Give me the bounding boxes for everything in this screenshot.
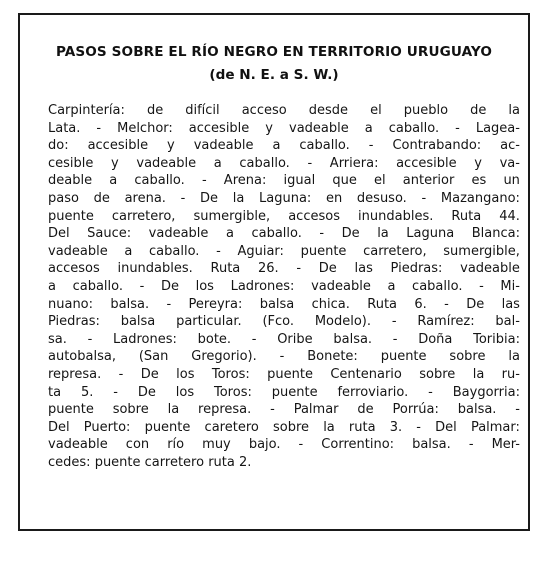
body-word: Arena: — [223, 173, 267, 189]
body-word: caballo. — [72, 278, 124, 294]
body-word: Carpintería: — [48, 103, 125, 118]
body-word: pueblo — [403, 103, 449, 118]
body-word: - — [421, 190, 427, 206]
body-word: acceso — [241, 103, 287, 118]
body-word: los — [195, 278, 214, 294]
body-word: sobre — [419, 366, 456, 382]
body-word: ru- — [501, 366, 520, 382]
body-word: vadeable — [148, 226, 209, 242]
body-word: Toros: — [211, 366, 250, 382]
body-word: Palmar — [293, 402, 339, 418]
body-line — [48, 208, 520, 226]
body-word: caballo. — [239, 155, 290, 171]
body-word: la — [508, 103, 520, 118]
body-word: De — [341, 226, 360, 242]
boxed-article — [18, 13, 530, 531]
body-word: accesos — [288, 208, 340, 224]
body-word: - — [298, 437, 304, 453]
body-word: De — [466, 296, 485, 312]
body-word: - — [391, 314, 397, 330]
body-word: la — [508, 349, 520, 365]
body-word: inundables. — [358, 208, 434, 224]
body-word: bal- — [495, 314, 520, 330]
body-word: - — [139, 278, 145, 294]
body-word: que — [332, 173, 357, 189]
body-word: cesible — [48, 155, 94, 171]
body-word: ruta — [348, 419, 376, 435]
body-word: sumergible, — [193, 208, 271, 224]
body-word: accesible — [396, 155, 457, 171]
body-word: - — [319, 226, 325, 242]
body-word: Mi- — [500, 278, 520, 294]
body-word: vadeable — [48, 243, 108, 259]
body-word: - — [416, 419, 421, 435]
body-word: va- — [499, 155, 520, 171]
body-word: vadeable — [48, 437, 108, 453]
body-word: - — [270, 402, 275, 418]
body-word: Ruta — [210, 261, 241, 277]
body-word: de — [93, 190, 110, 206]
body-word: Toribia: — [473, 331, 520, 347]
body-word: - — [251, 331, 257, 347]
body-word: desde — [308, 103, 349, 118]
body-word: carretero, — [363, 243, 427, 259]
body-line — [48, 366, 520, 384]
body-line — [48, 243, 520, 261]
body-word: los — [175, 384, 195, 400]
body-word: de — [146, 103, 164, 118]
body-word: Aguiar: — [237, 243, 284, 259]
body-word: Mer- — [491, 437, 520, 453]
body-word: Bonete: — [307, 349, 358, 365]
body-word: sumergible, — [443, 243, 520, 259]
body-word: particular. — [176, 314, 242, 330]
body-line — [48, 331, 520, 349]
body-word: deable — [48, 173, 93, 189]
body-word: vadeable — [193, 138, 254, 154]
body-word: Oribe — [277, 331, 313, 347]
body-word: a — [225, 226, 234, 242]
body-word: Modelo). — [314, 314, 372, 330]
body-word: Baygorria: — [452, 384, 520, 400]
body-word: balsa. — [412, 437, 451, 453]
body-word: Correntino: — [321, 437, 395, 453]
body-line — [48, 190, 520, 208]
body-word: De — [318, 261, 337, 277]
body-word: río — [167, 437, 185, 453]
body-word: caballo. — [299, 138, 350, 154]
body-word: bote. — [197, 331, 232, 347]
body-word: puente — [144, 419, 191, 435]
body-word: Contrabando: — [392, 138, 482, 154]
body-word: un — [503, 173, 520, 189]
body-word: Ruta — [451, 208, 482, 224]
body-word: en — [325, 190, 343, 206]
body-word: balsa — [120, 314, 156, 330]
body-word: puente — [300, 243, 347, 259]
body-word: 6. — [414, 296, 427, 312]
body-word: puente — [48, 208, 94, 224]
body-word: 26. — [257, 261, 279, 277]
body-word: muy — [202, 437, 231, 453]
body-word: Porrúa: — [392, 402, 439, 418]
body-word: inundables. — [117, 261, 193, 277]
body-word: balsa. — [110, 296, 150, 312]
body-word: Sauce: — [87, 226, 132, 242]
body-word: vadeable — [311, 278, 371, 294]
body-line — [48, 313, 520, 331]
body-word: las — [501, 296, 520, 312]
body-word: vadeable — [136, 155, 197, 171]
body-word: Laguna — [406, 226, 455, 242]
body-word: - — [428, 384, 433, 400]
body-word: Del — [48, 419, 70, 435]
body-word: y — [265, 120, 273, 136]
body-word: - — [96, 120, 102, 136]
body-word: bajo. — [248, 437, 281, 453]
body-word: Toros: — [214, 384, 252, 400]
body-word: vadeable — [289, 120, 349, 136]
body-word: es — [471, 173, 487, 189]
body-word: a — [272, 138, 281, 154]
body-word: (San — [138, 349, 169, 365]
body-word: caballo. — [388, 120, 440, 136]
body-word: de — [470, 103, 487, 118]
body-word: carretero, — [111, 208, 176, 224]
body-line — [48, 278, 520, 296]
body-word: a — [213, 155, 222, 171]
body-word: 2. — [238, 454, 252, 470]
body-line — [48, 348, 520, 366]
body-line — [48, 454, 520, 472]
body-word: Mazangano: — [440, 190, 520, 206]
body-word: balsa. — [457, 402, 497, 418]
body-word: Melchor: — [117, 120, 173, 136]
body-word: Piedras: — [48, 314, 100, 330]
body-word: puente — [267, 366, 313, 382]
body-word: - — [118, 366, 124, 382]
body-word: 3. — [389, 419, 403, 435]
body-word: Piedras: — [390, 261, 443, 277]
body-word: balsa — [259, 296, 295, 312]
body-word: autobalsa, — [48, 349, 116, 365]
body-word: De — [200, 190, 219, 206]
body-word: - — [180, 190, 186, 206]
body-word: - — [279, 349, 285, 365]
body-word: sobre — [272, 419, 310, 435]
body-word: carretero — [144, 454, 209, 470]
body-word: Ladrones: — [113, 331, 177, 347]
body-word: caretero — [204, 419, 259, 435]
body-word: (Fco. — [262, 314, 294, 330]
body-word: la — [232, 190, 245, 206]
body-word: 44. — [499, 208, 520, 224]
body-line — [48, 401, 520, 419]
body-word: - — [307, 155, 313, 171]
body-word: a — [124, 243, 133, 259]
body-word: a — [387, 278, 396, 294]
body-word: Pereyra: — [188, 296, 243, 312]
body-word: sobre — [112, 402, 149, 418]
body-word: ferroviario. — [337, 384, 409, 400]
body-word: Ramírez: — [417, 314, 475, 330]
body-word: puente — [271, 384, 318, 400]
article-subtitle: (de N. E. a S. W.) — [209, 67, 339, 83]
body-word: con — [125, 437, 150, 453]
body-word: sa. — [48, 331, 67, 347]
body-line — [48, 172, 520, 190]
body-word: Laguna: — [259, 190, 312, 206]
body-word: Doña — [418, 331, 453, 347]
body-word: balsa. — [333, 331, 373, 347]
body-word: sobre — [449, 349, 486, 365]
body-word: el — [374, 173, 386, 189]
body-line — [48, 260, 520, 278]
body-word: ac- — [500, 138, 520, 154]
body-word: a — [109, 173, 118, 189]
body-word: la — [472, 366, 485, 382]
body-word: - — [455, 120, 460, 136]
body-word: chica. — [311, 296, 350, 312]
body-word: 5. — [80, 384, 94, 400]
body-word: a — [48, 278, 56, 294]
body-word: ruta — [208, 454, 239, 470]
body-word: de — [357, 402, 374, 418]
body-word: De — [160, 278, 179, 294]
body-word: la — [167, 402, 180, 418]
body-word: el — [370, 103, 382, 118]
body-word: - — [392, 331, 398, 347]
body-word: Ruta — [367, 296, 398, 312]
body-word: - — [201, 173, 207, 189]
body-word: accesible — [87, 138, 149, 154]
body-line — [48, 102, 520, 120]
body-line — [48, 155, 520, 173]
body-word: caballo. — [134, 173, 185, 189]
body-word: los — [176, 366, 195, 382]
article-body — [48, 102, 520, 471]
body-word: puente — [380, 349, 427, 365]
body-word: y — [167, 138, 175, 154]
body-word: anterior — [402, 173, 455, 189]
body-word: - — [515, 402, 520, 418]
body-line — [48, 436, 520, 454]
body-word: igual — [283, 173, 316, 189]
article-title: PASOS SOBRE EL RÍO NEGRO EN TERRITORIO URUGUAYO — [55, 44, 493, 60]
body-word: Centenario — [330, 366, 402, 382]
body-word: accesos — [48, 261, 100, 277]
body-word: la — [323, 419, 335, 435]
body-word: De — [140, 366, 159, 382]
body-word: las — [354, 261, 373, 277]
body-word: y — [111, 155, 119, 171]
body-line — [48, 225, 520, 243]
body-word: caballo. — [251, 226, 302, 242]
body-word: - — [216, 243, 221, 259]
body-line — [48, 137, 520, 155]
body-word: - — [368, 138, 374, 154]
body-word: Puerto: — [83, 419, 131, 435]
body-word: difícil — [185, 103, 220, 118]
body-word: Arriera: — [329, 155, 379, 171]
body-word: nuano: — [48, 296, 94, 312]
body-line — [48, 120, 520, 138]
body-line — [48, 296, 520, 314]
body-word: do: — [48, 138, 69, 154]
body-word: represa. — [198, 402, 252, 418]
body-word: accesible — [188, 120, 250, 136]
body-word: Lata. — [48, 120, 81, 136]
body-word: - — [468, 437, 474, 453]
body-word: desuso. — [356, 190, 407, 206]
body-word: Blanca: — [471, 226, 520, 242]
body-word: vadeable — [460, 261, 520, 277]
body-word: cedes: — [48, 454, 95, 470]
body-word: represa. — [48, 366, 102, 382]
body-word: Del — [435, 419, 457, 435]
body-word: - — [444, 296, 449, 312]
body-line — [48, 384, 520, 402]
body-word: a — [364, 120, 373, 136]
body-word: arena. — [124, 190, 166, 206]
body-word: Palmar: — [470, 419, 520, 435]
body-word: Del — [48, 226, 70, 242]
body-line — [48, 419, 520, 437]
body-word: y — [474, 155, 482, 171]
body-word: - — [87, 331, 93, 347]
body-word: puente — [94, 454, 145, 470]
body-word: - — [166, 296, 172, 312]
body-word: Lagea- — [475, 120, 520, 136]
body-word: puente — [48, 402, 94, 418]
body-word: caballo. — [412, 278, 463, 294]
body-word: - — [479, 278, 484, 294]
body-word: paso — [48, 190, 79, 206]
body-word: Gregorio). — [191, 349, 257, 365]
body-word: De — [137, 384, 156, 400]
body-word: - — [113, 384, 118, 400]
body-word: ta — [48, 384, 62, 400]
body-word: - — [296, 261, 302, 277]
body-word: la — [377, 226, 389, 242]
body-word: caballo. — [149, 243, 200, 259]
body-word: Ladrones: — [230, 278, 295, 294]
